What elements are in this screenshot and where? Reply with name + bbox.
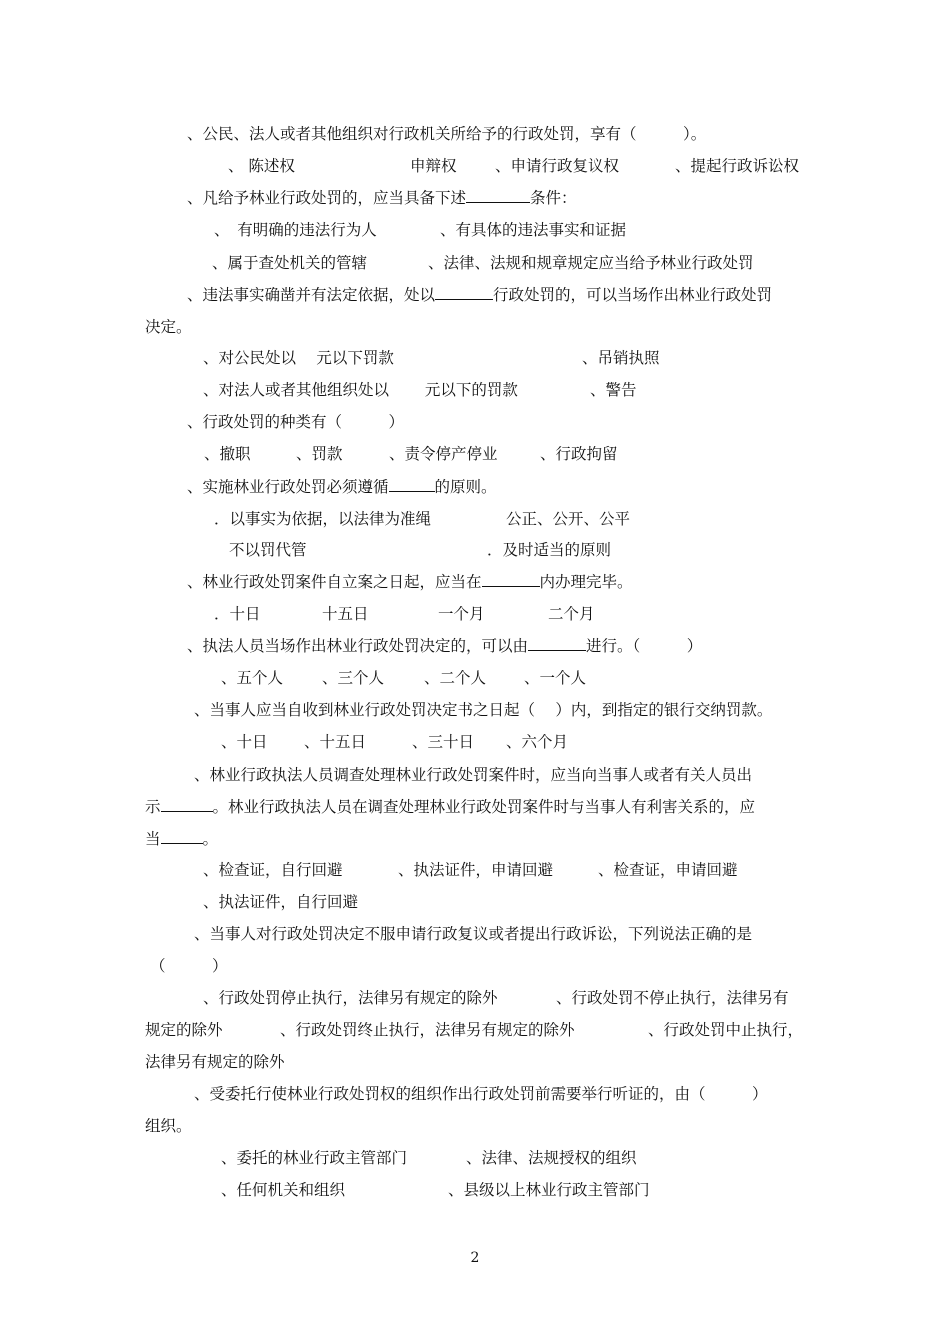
option-c: 、责令停产停业 xyxy=(389,445,498,463)
option-c: 不以罚代管 xyxy=(229,541,307,559)
question-stem-part: 、林业行政处罚案件自立案之日起，应当在 xyxy=(187,573,482,591)
option-d: ．及时适当的原则 xyxy=(487,541,612,559)
question-stem-part: 、违法事实确凿并有法定依据，处以 xyxy=(187,286,436,304)
answer-blank xyxy=(161,829,203,844)
option-b: 十五日 xyxy=(322,605,369,623)
option-b: 、罚款 xyxy=(296,445,343,463)
question-stem-part: 行政处罚的，可以当场作出林业行政处罚 xyxy=(493,286,773,304)
option-b: 申辩权 xyxy=(410,157,457,175)
option-d: 、行政拘留 xyxy=(540,445,618,463)
option-b: 、法律、法规授权的组织 xyxy=(466,1149,637,1167)
option-b: 、有具体的违法事实和证据 xyxy=(440,221,627,239)
question-stem-part: 。 xyxy=(202,830,219,848)
option-a: 、对公民处以 元以下罚款 xyxy=(203,349,394,367)
question-stem-part: 、当事人对行政处罚决定不服申请行政复议或者提出行政诉讼，下列说法正确的是 xyxy=(194,925,753,943)
option-b: 、十五日 xyxy=(304,733,367,751)
option-c: 、属于查处机关的管辖 xyxy=(212,254,368,272)
option-d: 、一个人 xyxy=(524,669,587,687)
option-b: 、行政处罚不停止执行，法律另有 xyxy=(556,989,789,1007)
option-c: 、任何机关和组织 xyxy=(221,1181,346,1199)
question-stem-part: 、实施林业行政处罚必须遵循 xyxy=(187,478,389,496)
option-d: 、行政处罚中止执行， xyxy=(648,1021,804,1039)
option-b: 、吊销执照 xyxy=(582,349,660,367)
option-a: 、撤职 xyxy=(204,445,251,463)
option-c: 、行政处罚终止执行，法律另有规定的除外 xyxy=(280,1021,575,1039)
answer-blank xyxy=(435,285,493,300)
option-a: 、 陈述权 xyxy=(228,157,295,175)
question-stem-part: 、林业行政执法人员调查处理林业行政处罚案件时，应当向当事人或者有关人员出 xyxy=(194,766,753,784)
option-c: 、三十日 xyxy=(412,733,475,751)
option-a: 、检查证，自行回避 xyxy=(203,861,343,879)
option-a: 、十日 xyxy=(221,733,268,751)
option-a: ．十日 xyxy=(214,605,261,623)
answer-blank xyxy=(528,636,586,651)
question-stem-part: 、受委托行使林业行政处罚权的组织作出行政处罚前需要举行听证的，由（ ） xyxy=(194,1085,768,1103)
option-d: 、六个月 xyxy=(506,733,569,751)
question-stem-part: 决定。 xyxy=(145,318,192,336)
option-c: 、申请行政复议权 xyxy=(495,157,620,175)
option-c: 、检查证，申请回避 xyxy=(598,861,738,879)
question-stem-part: （ ） xyxy=(150,957,228,975)
option-d: 、提起行政诉讼权 xyxy=(675,157,800,175)
option-c: 一个月 xyxy=(438,605,485,623)
option-b: 、三个人 xyxy=(322,669,385,687)
option-b: 公正、公开、公平 xyxy=(506,510,631,528)
option-d: 二个月 xyxy=(548,605,595,623)
question-stem-part: 组织。 xyxy=(145,1117,192,1135)
option-c: 、二个人 xyxy=(424,669,487,687)
answer-blank xyxy=(466,188,530,203)
question-stem-part: 、执法人员当场作出林业行政处罚决定的，可以由 xyxy=(187,637,529,655)
question-stem-part: 的原则。 xyxy=(434,478,497,496)
question-stem-part: 当 xyxy=(145,830,161,848)
option-b-cont: 规定的除外 xyxy=(145,1021,223,1039)
option-a: ．以事实为依据，以法律为准绳 xyxy=(214,510,432,528)
option-d: 、县级以上林业行政主管部门 xyxy=(448,1181,650,1199)
option-a: 、行政处罚停止执行，法律另有规定的除外 xyxy=(203,989,498,1007)
option-b: 、执法证件，申请回避 xyxy=(398,861,554,879)
option-d: 、法律、法规和规章规定应当给予林业行政处罚 xyxy=(428,254,754,272)
option-a: 、五个人 xyxy=(221,669,284,687)
option-d: 、警告 xyxy=(590,381,637,399)
answer-blank xyxy=(161,797,213,812)
option-a: 、 有明确的违法行为人 xyxy=(214,221,377,239)
question-stem-part: 条件： xyxy=(530,189,577,207)
question-stem-part: 示 xyxy=(145,798,161,816)
question-stem-part: 进行。（ ） xyxy=(586,637,703,655)
question-stem: 、当事人应当自收到林业行政处罚决定书之日起（ ）内，到指定的银行交纳罚款。 xyxy=(194,701,773,719)
page-number: 2 xyxy=(470,1250,480,1266)
option-a: 、委托的林业行政主管部门 xyxy=(221,1149,408,1167)
option-d: 、执法证件，自行回避 xyxy=(203,893,359,911)
answer-blank xyxy=(389,477,435,492)
question-stem-part: 内办理完毕。 xyxy=(539,573,633,591)
option-c: 、对法人或者其他组织处以 元以下的罚款 xyxy=(203,381,518,399)
question-stem-part: 。林业行政执法人员在调查处理林业行政处罚案件时与当事人有利害关系的，应 xyxy=(212,798,756,816)
option-d-cont: 法律另有规定的除外 xyxy=(145,1053,285,1071)
question-stem-part: 、凡给予林业行政处罚的，应当具备下述 xyxy=(187,189,467,207)
question-stem: 、行政处罚的种类有（ ） xyxy=(187,413,405,431)
answer-blank xyxy=(482,572,540,587)
question-stem: 、公民、法人或者其他组织对行政机关所给予的行政处罚，享有（ ）。 xyxy=(187,125,707,143)
